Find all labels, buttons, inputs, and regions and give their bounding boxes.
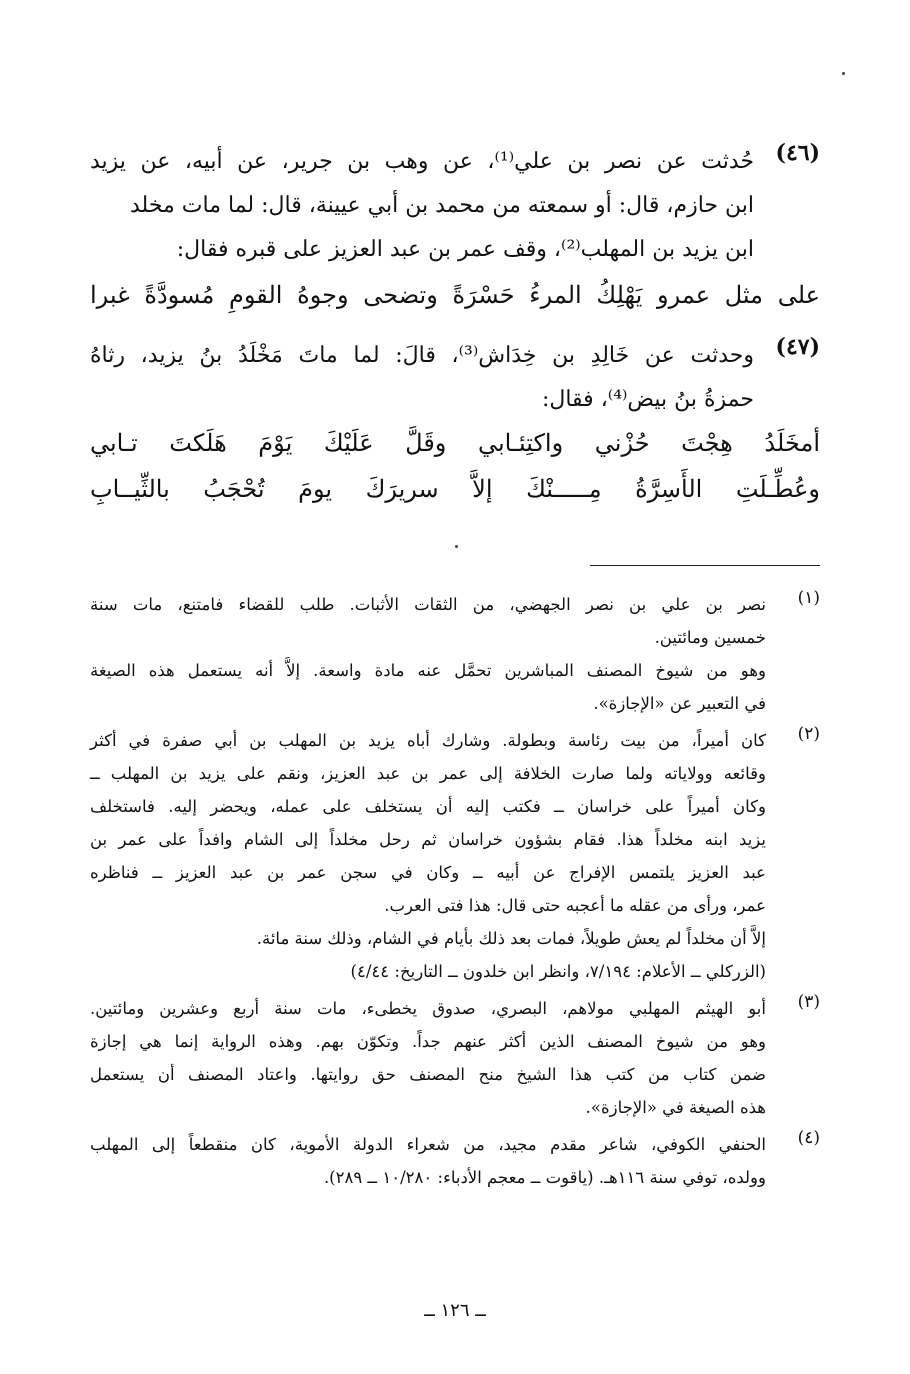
- text-line: ابن يزيد بن المهلب⁽²⁾، وقف عمر بن عبد العزيز على قبره فقال:: [176, 237, 754, 262]
- footnote-line: عمر، ورأى من عقله ما أعجبه حتى قال: هذا فتى العرب.: [384, 896, 766, 915]
- scan-speck: [455, 545, 458, 548]
- text-line: حُدثت عن نصر بن علي⁽¹⁾، عن وهب بن جرير، عن أبيه، عن يزيد: [90, 149, 754, 174]
- footnote-line: وكان أميراً على خراسان ــ فكتب إليه أن يستخلف على عمله، ويحضر إليه. فاستخلف: [90, 797, 766, 816]
- entry-46: [90, 140, 820, 272]
- footnote-4: [90, 1128, 820, 1194]
- footnote-line: الحنفي الكوفي، شاعر مقدم مجيد، من شعراء الدولة الأموية، كان منقطعاً إلى المهلب: [90, 1135, 766, 1154]
- footnote-line: وهو من شيوخ المصنف الذين أكثر عنهم جداً. وتكوّن بهم. وهذه الرواية إنما هي إجازة: [90, 1032, 766, 1051]
- footnote-line: وقائعه وولاياته ولما صارت الخلافة إلى عمر بن عبد العزيز، ونقم على يزيد بن المهلب ــ: [90, 764, 766, 783]
- footnote-line: في التعبير عن «الإجازة».: [593, 694, 766, 713]
- text-line: ابن حازم، قال: أو سمعته من محمد بن أبي عيينة، قال: لما مات مخلد: [129, 193, 754, 218]
- entry-number: (٤٧): [775, 334, 820, 360]
- text-line: حمزةُ بنُ بيض⁽⁴⁾، فقال:: [541, 387, 754, 412]
- footnote-line: نصر بن علي بن نصر الجهضي، من الثقات الأثبات. طلب للقضاء فامتنع، مات سنة: [90, 595, 766, 614]
- footnote-line: إلاَّ أن مخلداً لم يعش طويلاً، فمات بعد ذلك بأيام في الشام، وذلك سنة مائة.: [256, 929, 766, 948]
- footnote-number: (٤): [797, 1128, 820, 1148]
- footnote-3: [90, 992, 820, 1124]
- footnote-line: عبد العزيز يلتمس الإفراج عن أبيه ــ وكان في سجن عمر بن عبد العزيز ــ فناظره: [90, 863, 766, 882]
- verse-line: وعُطِّـلَتِ الأَسِرَّةُ مِـــــنْكَ إلاَّ سريرَكَ يومَ تُحْجَبُ بالثِّيــابِ: [90, 475, 820, 503]
- page-number: ــ ١٢٦ ــ: [424, 1300, 486, 1321]
- footnote-2: [90, 724, 820, 988]
- footnote-line: أبو الهيثم المهلبي مولاهم، البصري، صدوق يخطىء، مات سنة أربع وعشرين ومائتين.: [90, 999, 766, 1018]
- footnote-number: (٣): [797, 992, 820, 1012]
- footnote-number: (٢): [797, 724, 820, 744]
- footnote-citation: (الزركلي ــ الأعلام: ٧/١٩٤، وانظر ابن خلدون ــ التاريخ: ٤/٤٤): [350, 962, 766, 981]
- footnote-line: هذه الصيغة في «الإجازة».: [585, 1098, 766, 1117]
- footnote-divider: [590, 565, 820, 566]
- footnote-line: يزيد ابنه مخلداً هذا. فقام بشؤون خراسان ثم رحل مخلداً إلى الشام وافداً على عمر بن: [90, 830, 766, 849]
- footnote-line: خمسين ومائتين.: [654, 628, 766, 647]
- footnote-line: وولده، توفي سنة ١١٦هـ. (ياقوت ــ معجم الأدباء: ١٠/٢٨٠ ــ ٢٨٩).: [323, 1168, 766, 1187]
- footnote-line: كان أميراً، من بيت رئاسة وبطولة. وشارك أباه يزيد بن المهلب بن أبي صفرة في أكثر: [90, 731, 766, 750]
- footnote-line: ضمن كتاب من كتب هذا الشيخ منح المصنف حق روايتها. واعتاد المصنف أن يستعمل: [90, 1065, 766, 1084]
- scan-speck: [842, 72, 845, 75]
- main-text: [90, 140, 820, 512]
- footnote-number: (١): [797, 588, 820, 608]
- footnote-1: [90, 588, 820, 720]
- entry-number: (٤٦): [775, 140, 820, 166]
- footnotes: [90, 588, 820, 1198]
- entry-47: [90, 334, 820, 422]
- text-line: وحدثت عن خَالِدِ بن خِدَاش⁽³⁾، قالَ: لما ماتَ مَخْلَدُ بنُ يزيد، رثاهُ: [90, 343, 754, 368]
- verse-line: على مثل عمرو يَهْلِكُ المرءُ حَسْرَةً وتضحى وجوهُ القومِ مُسودَّةً غبرا: [90, 281, 820, 309]
- verse-line: أمخَلَدُ هِجْتَ حُزْني واكتِئـابي وقَلَّ عَلَيْكَ يَوْمَ هَلَكتَ تـابي: [90, 429, 820, 457]
- footnote-line: وهو من شيوخ المصنف المباشرين تحمَّل عنه مادة واسعة. إلاَّ أنه يستعمل هذه الصيغة: [90, 661, 766, 680]
